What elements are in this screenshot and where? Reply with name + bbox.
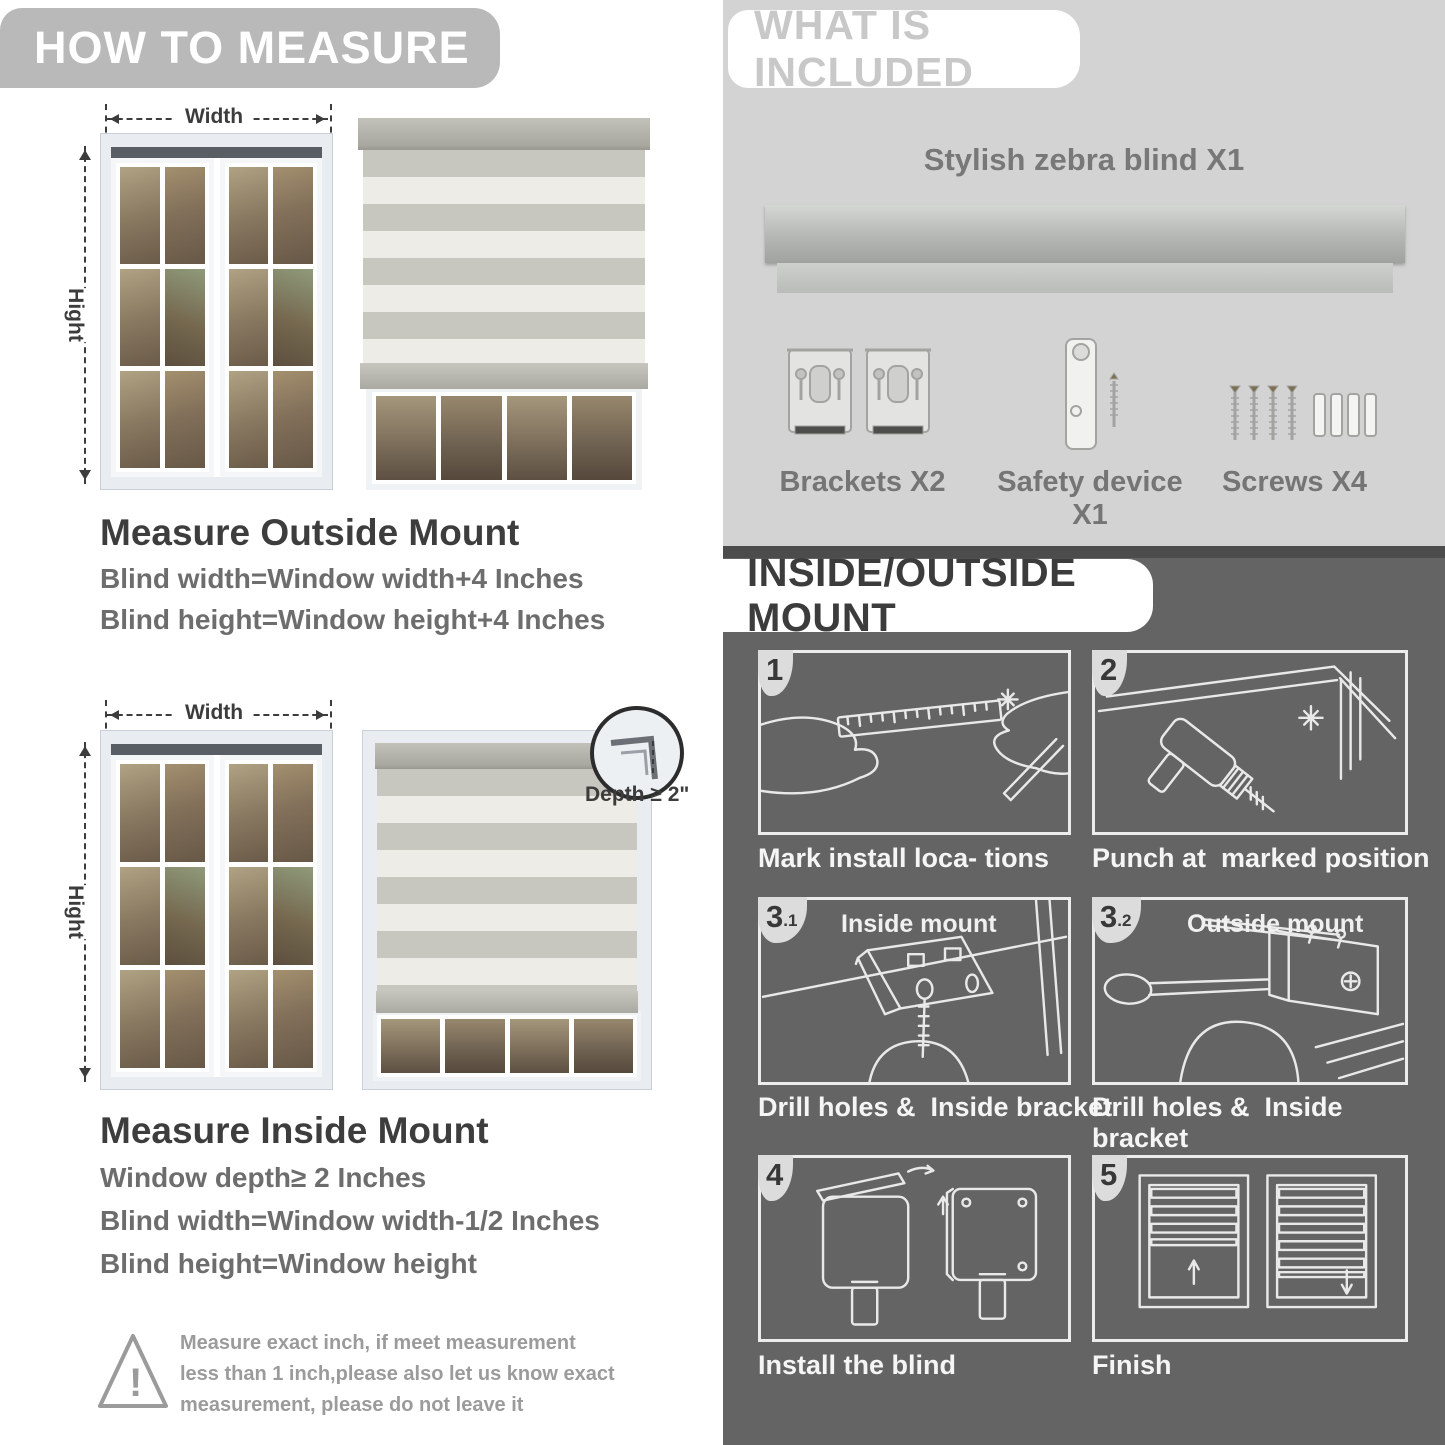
window-pane bbox=[120, 867, 160, 965]
window-track bbox=[111, 147, 322, 158]
step-3-1-panel bbox=[758, 897, 1071, 1085]
blind-headrail-lower bbox=[777, 263, 1393, 293]
window-pane bbox=[229, 867, 269, 965]
window-pane bbox=[120, 167, 160, 264]
window-sash bbox=[111, 755, 214, 1077]
window-pane bbox=[165, 867, 205, 965]
width-label: Width bbox=[175, 105, 253, 129]
step-3-2-panel bbox=[1092, 897, 1408, 1085]
finish-illustration bbox=[1095, 1158, 1405, 1339]
brackets-label: Brackets X2 bbox=[779, 466, 946, 498]
mount-section-header bbox=[723, 550, 1153, 640]
step-3-2-inner-label: Outside mount bbox=[1187, 910, 1364, 938]
screws-image bbox=[1222, 378, 1382, 448]
window-pane bbox=[120, 269, 160, 366]
drill-illustration bbox=[1095, 653, 1405, 832]
window-pane bbox=[510, 1019, 569, 1073]
install-blind-illustration bbox=[761, 1158, 1068, 1339]
window-pane bbox=[445, 1019, 504, 1073]
height-label: Hight bbox=[55, 885, 95, 939]
outside-mount-heading: Measure Outside Mount bbox=[100, 512, 520, 553]
step-number: 3 bbox=[1100, 899, 1118, 934]
window-pane bbox=[273, 970, 313, 1068]
window-pane bbox=[165, 970, 205, 1068]
window-pane bbox=[120, 764, 160, 862]
warning-text: Measure exact inch, if meet measurement less than 1 inch,please also let us know exact measurement, please do not leave it bbox=[180, 1332, 615, 1416]
height-label: Hight bbox=[55, 288, 95, 342]
outside-mount-line2: Blind height=Window height+4 Inches bbox=[100, 604, 606, 635]
mark-locations-illustration bbox=[761, 653, 1068, 832]
window-pane bbox=[229, 167, 269, 264]
step-2-panel bbox=[1092, 650, 1408, 835]
step-number: 5 bbox=[1100, 1157, 1118, 1192]
window-behind-blind bbox=[366, 386, 642, 490]
window-pane bbox=[381, 1019, 440, 1073]
inside-mount-heading: Measure Inside Mount bbox=[100, 1110, 489, 1151]
step-4-caption: Install the blind bbox=[758, 1350, 957, 1380]
window-pane bbox=[273, 867, 313, 965]
window-pane bbox=[165, 764, 205, 862]
step-number-sub: .2 bbox=[1117, 911, 1132, 930]
window-pane bbox=[273, 167, 313, 264]
window-track bbox=[111, 744, 322, 755]
blind-cassette bbox=[358, 118, 650, 150]
what-is-included-header bbox=[728, 2, 1080, 95]
step-1-panel bbox=[758, 650, 1071, 835]
zebra-blind-outside-figure bbox=[358, 118, 650, 490]
window-pane bbox=[120, 970, 160, 1068]
window-photo-outside bbox=[100, 133, 333, 490]
blind-stripes bbox=[363, 150, 645, 363]
window-sash bbox=[111, 158, 214, 477]
window-pane bbox=[273, 371, 313, 468]
step-3-2-caption: Drill holes & Inside bracket bbox=[1092, 1092, 1351, 1153]
window-pane bbox=[507, 396, 567, 480]
inside-mount-line3: Blind height=Window height bbox=[100, 1248, 477, 1279]
step-5-panel bbox=[1092, 1155, 1408, 1342]
step-1-caption: Mark install loca- tions bbox=[758, 843, 1050, 873]
brackets-image bbox=[785, 342, 935, 444]
blind-bottom-rail bbox=[360, 363, 648, 389]
window-pane bbox=[165, 269, 205, 366]
step-number-sub: .1 bbox=[783, 911, 798, 930]
how-to-measure-title: HOW TO MEASURE bbox=[34, 22, 470, 73]
window-sash bbox=[220, 158, 323, 477]
screws-label: Screws X4 bbox=[1221, 466, 1368, 498]
mount-section-title: INSIDE/OUTSIDE MOUNT bbox=[747, 550, 1077, 640]
how-to-measure-header bbox=[0, 8, 500, 88]
step-3-1-caption: Drill holes & Inside bracket bbox=[758, 1092, 1113, 1122]
step-number: 4 bbox=[766, 1157, 784, 1192]
blind-bottom-rail bbox=[376, 991, 638, 1013]
window-sashes bbox=[111, 755, 322, 1077]
window-sashes bbox=[111, 158, 322, 477]
width-label: Width bbox=[175, 701, 253, 725]
step-2-caption: Punch at marked position bbox=[1092, 843, 1430, 873]
window-pane bbox=[120, 371, 160, 468]
window-behind-blind bbox=[373, 1011, 641, 1081]
window-pane bbox=[165, 167, 205, 264]
step-5-caption: Finish bbox=[1092, 1350, 1172, 1380]
window-pane bbox=[229, 764, 269, 862]
window-pane bbox=[574, 1019, 633, 1073]
step-number: 1 bbox=[766, 652, 784, 687]
safety-device-label: Safety device X1 bbox=[997, 466, 1183, 531]
step-3-1-inner-label: Inside mount bbox=[841, 910, 997, 938]
window-pane bbox=[273, 269, 313, 366]
step-number: 3 bbox=[766, 899, 784, 934]
blind-headrail-image bbox=[765, 205, 1405, 263]
product-name: Stylish zebra blind X1 bbox=[923, 142, 1245, 177]
inside-mount-line1: Window depth≥ 2 Inches bbox=[100, 1162, 427, 1193]
safety-device-image bbox=[1060, 335, 1130, 455]
window-pane bbox=[229, 371, 269, 468]
window-pane bbox=[229, 970, 269, 1068]
step-number: 2 bbox=[1100, 652, 1118, 687]
inside-mount-line2: Blind width=Window width-1/2 Inches bbox=[100, 1205, 600, 1236]
step-4-panel bbox=[758, 1155, 1071, 1342]
warning-icon bbox=[96, 1330, 170, 1412]
outside-mount-line1: Blind width=Window width+4 Inches bbox=[100, 563, 584, 594]
depth-note: Depth ≥ 2" bbox=[585, 783, 690, 806]
window-pane bbox=[273, 764, 313, 862]
window-pane bbox=[376, 396, 436, 480]
window-photo-inside bbox=[100, 730, 333, 1090]
window-pane bbox=[229, 269, 269, 366]
window-sash bbox=[220, 755, 323, 1077]
window-pane bbox=[572, 396, 632, 480]
window-pane bbox=[165, 371, 205, 468]
warning-exclamation: ! bbox=[129, 1361, 143, 1405]
what-is-included-title: WHAT IS INCLUDED bbox=[754, 2, 974, 95]
window-pane bbox=[441, 396, 501, 480]
